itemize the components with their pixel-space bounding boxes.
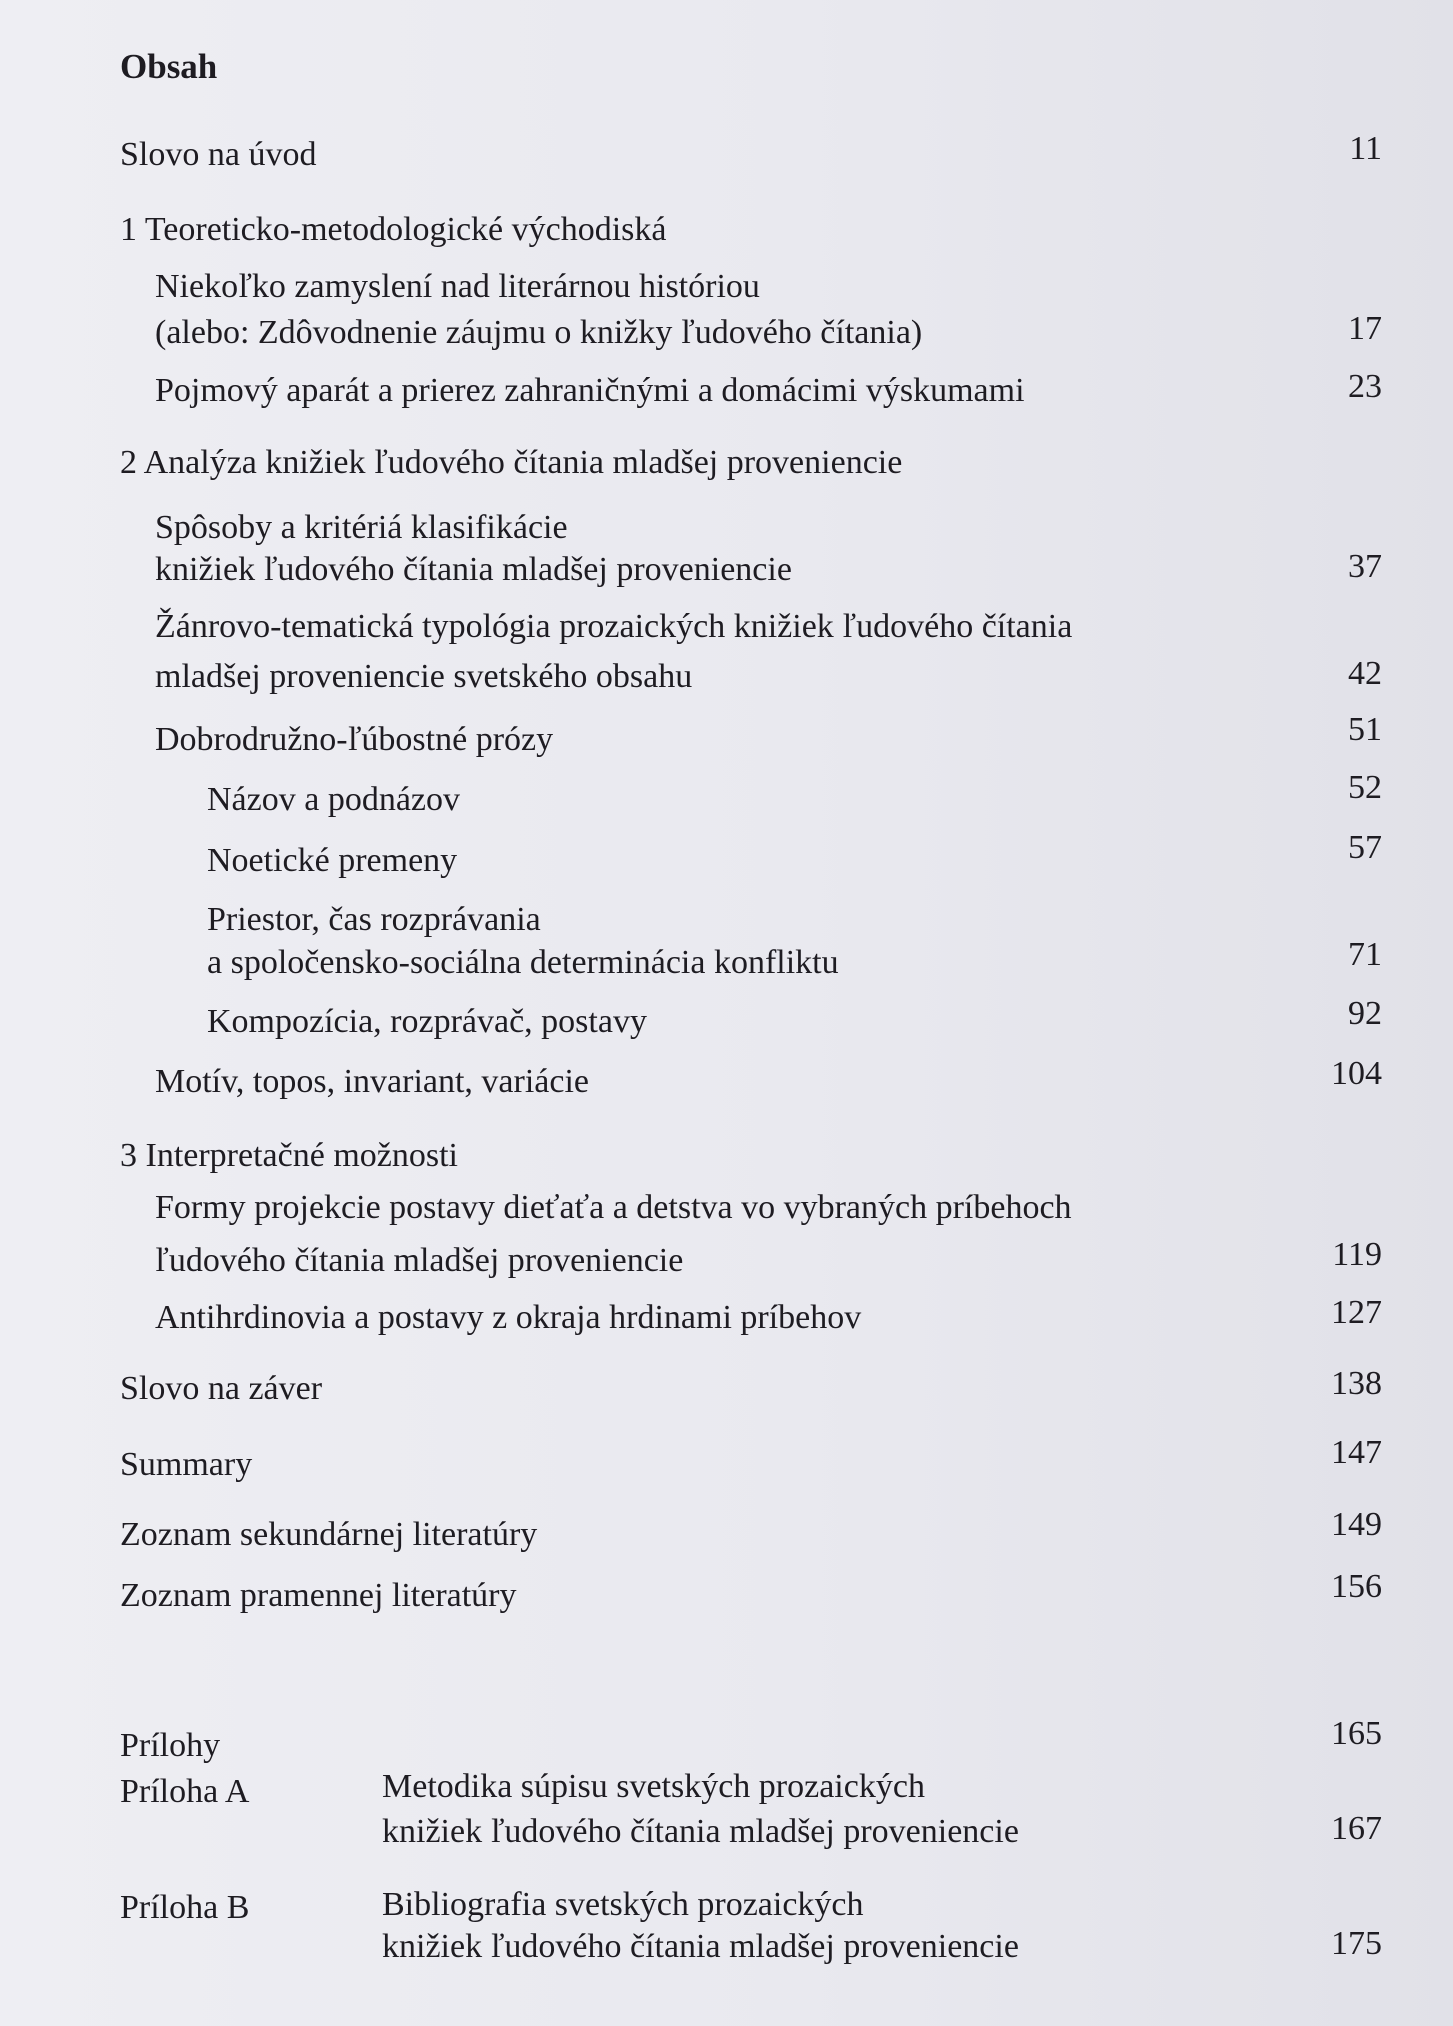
toc-entry-title: Summary: [120, 1446, 253, 1483]
toc-heading: Obsah: [120, 47, 218, 86]
appendix-title-cont: knižiek ľudového čítania mladšej proveniencie: [382, 1813, 1019, 1850]
toc-entry-title-cont: mladšej proveniencie svetského obsahu: [155, 658, 693, 695]
toc-entry-title: Pojmový aparát a prierez zahraničnými a domácimi výskumami: [155, 372, 1025, 409]
toc-chapter-title: 1 Teoreticko-metodologické východiská: [120, 211, 667, 248]
toc-entry-title: Dobrodružno-ľúbostné prózy: [155, 721, 554, 758]
appendix-title-cont: knižiek ľudového čítania mladšej proveniencie: [382, 1928, 1019, 1965]
toc-entry-title-cont: (alebo: Zdôvodnenie záujmu o knižky ľudového čítania): [155, 314, 923, 351]
toc-entry-page: 51: [1348, 711, 1382, 748]
toc-entry-title: Antihrdinovia a postavy z okraja hrdinami príbehov: [155, 1299, 862, 1336]
toc-entry-page: 17: [1348, 310, 1382, 347]
toc-entry-page: 52: [1348, 769, 1382, 806]
toc-entry-title: Spôsoby a kritériá klasifikácie: [155, 509, 568, 546]
toc-entry-page: 127: [1331, 1294, 1382, 1331]
toc-entry-page: 156: [1331, 1568, 1382, 1605]
appendix-label: Príloha B: [120, 1889, 250, 1926]
toc-entry-title: Slovo na úvod: [120, 136, 317, 173]
toc-entry-title: Žánrovo-tematická typológia prozaických knižiek ľudového čítania: [155, 608, 1073, 645]
appendix-page: 167: [1331, 1810, 1382, 1847]
toc-entry-title: Názov a podnázov: [207, 781, 461, 818]
toc-entry-page: 42: [1348, 655, 1382, 692]
appendix-title: Metodika súpisu svetských prozaických: [382, 1768, 925, 1805]
toc-chapter-title: 3 Interpretačné možnosti: [120, 1137, 458, 1174]
toc-entry-title: Noetické premeny: [207, 842, 458, 879]
toc-entry-page: 104: [1331, 1055, 1382, 1092]
toc-entry-title: Priestor, čas rozprávania: [207, 901, 541, 938]
toc-entry-title: Motív, topos, invariant, variácie: [155, 1063, 590, 1100]
toc-entry-page: 119: [1332, 1236, 1382, 1273]
toc-entry-title: Niekoľko zamyslení nad literárnou históriou: [155, 268, 760, 305]
toc-entry-title-cont: ľudového čítania mladšej proveniencie: [155, 1242, 684, 1279]
toc-entry-title: Zoznam pramennej literatúry: [120, 1577, 517, 1614]
toc-entry-page: 149: [1331, 1506, 1382, 1543]
appendix-title: Bibliografia svetských prozaických: [382, 1886, 864, 1923]
toc-chapter-title: 2 Analýza knižiek ľudového čítania mladšej proveniencie: [120, 444, 903, 481]
toc-entry-page: 92: [1348, 995, 1382, 1032]
appendix-page: 175: [1331, 1925, 1382, 1962]
toc-entry-page: 147: [1331, 1434, 1382, 1471]
toc-entry-page: 71: [1348, 936, 1382, 973]
appendix-label: Príloha A: [120, 1773, 250, 1810]
toc-entry-page: 165: [1331, 1715, 1382, 1752]
toc-entry-page: 11: [1349, 130, 1382, 167]
toc-entry-title: Zoznam sekundárnej literatúry: [120, 1516, 538, 1553]
toc-entry-page: 57: [1348, 829, 1382, 866]
toc-entry-page: 138: [1331, 1365, 1382, 1402]
toc-entry-title: Prílohy: [120, 1727, 221, 1764]
toc-entry-page: 37: [1348, 548, 1382, 585]
toc-entry-title: Slovo na záver: [120, 1370, 323, 1407]
toc-entry-title: Formy projekcie postavy dieťaťa a detstva vo vybraných príbehoch: [155, 1189, 1072, 1226]
toc-entry-title-cont: knižiek ľudového čítania mladšej proveniencie: [155, 551, 792, 588]
toc-entry-page: 23: [1348, 368, 1382, 405]
toc-entry-title-cont: a spoločensko-sociálna determinácia konfliktu: [207, 944, 839, 981]
toc-entry-title: Kompozícia, rozprávač, postavy: [207, 1003, 647, 1040]
